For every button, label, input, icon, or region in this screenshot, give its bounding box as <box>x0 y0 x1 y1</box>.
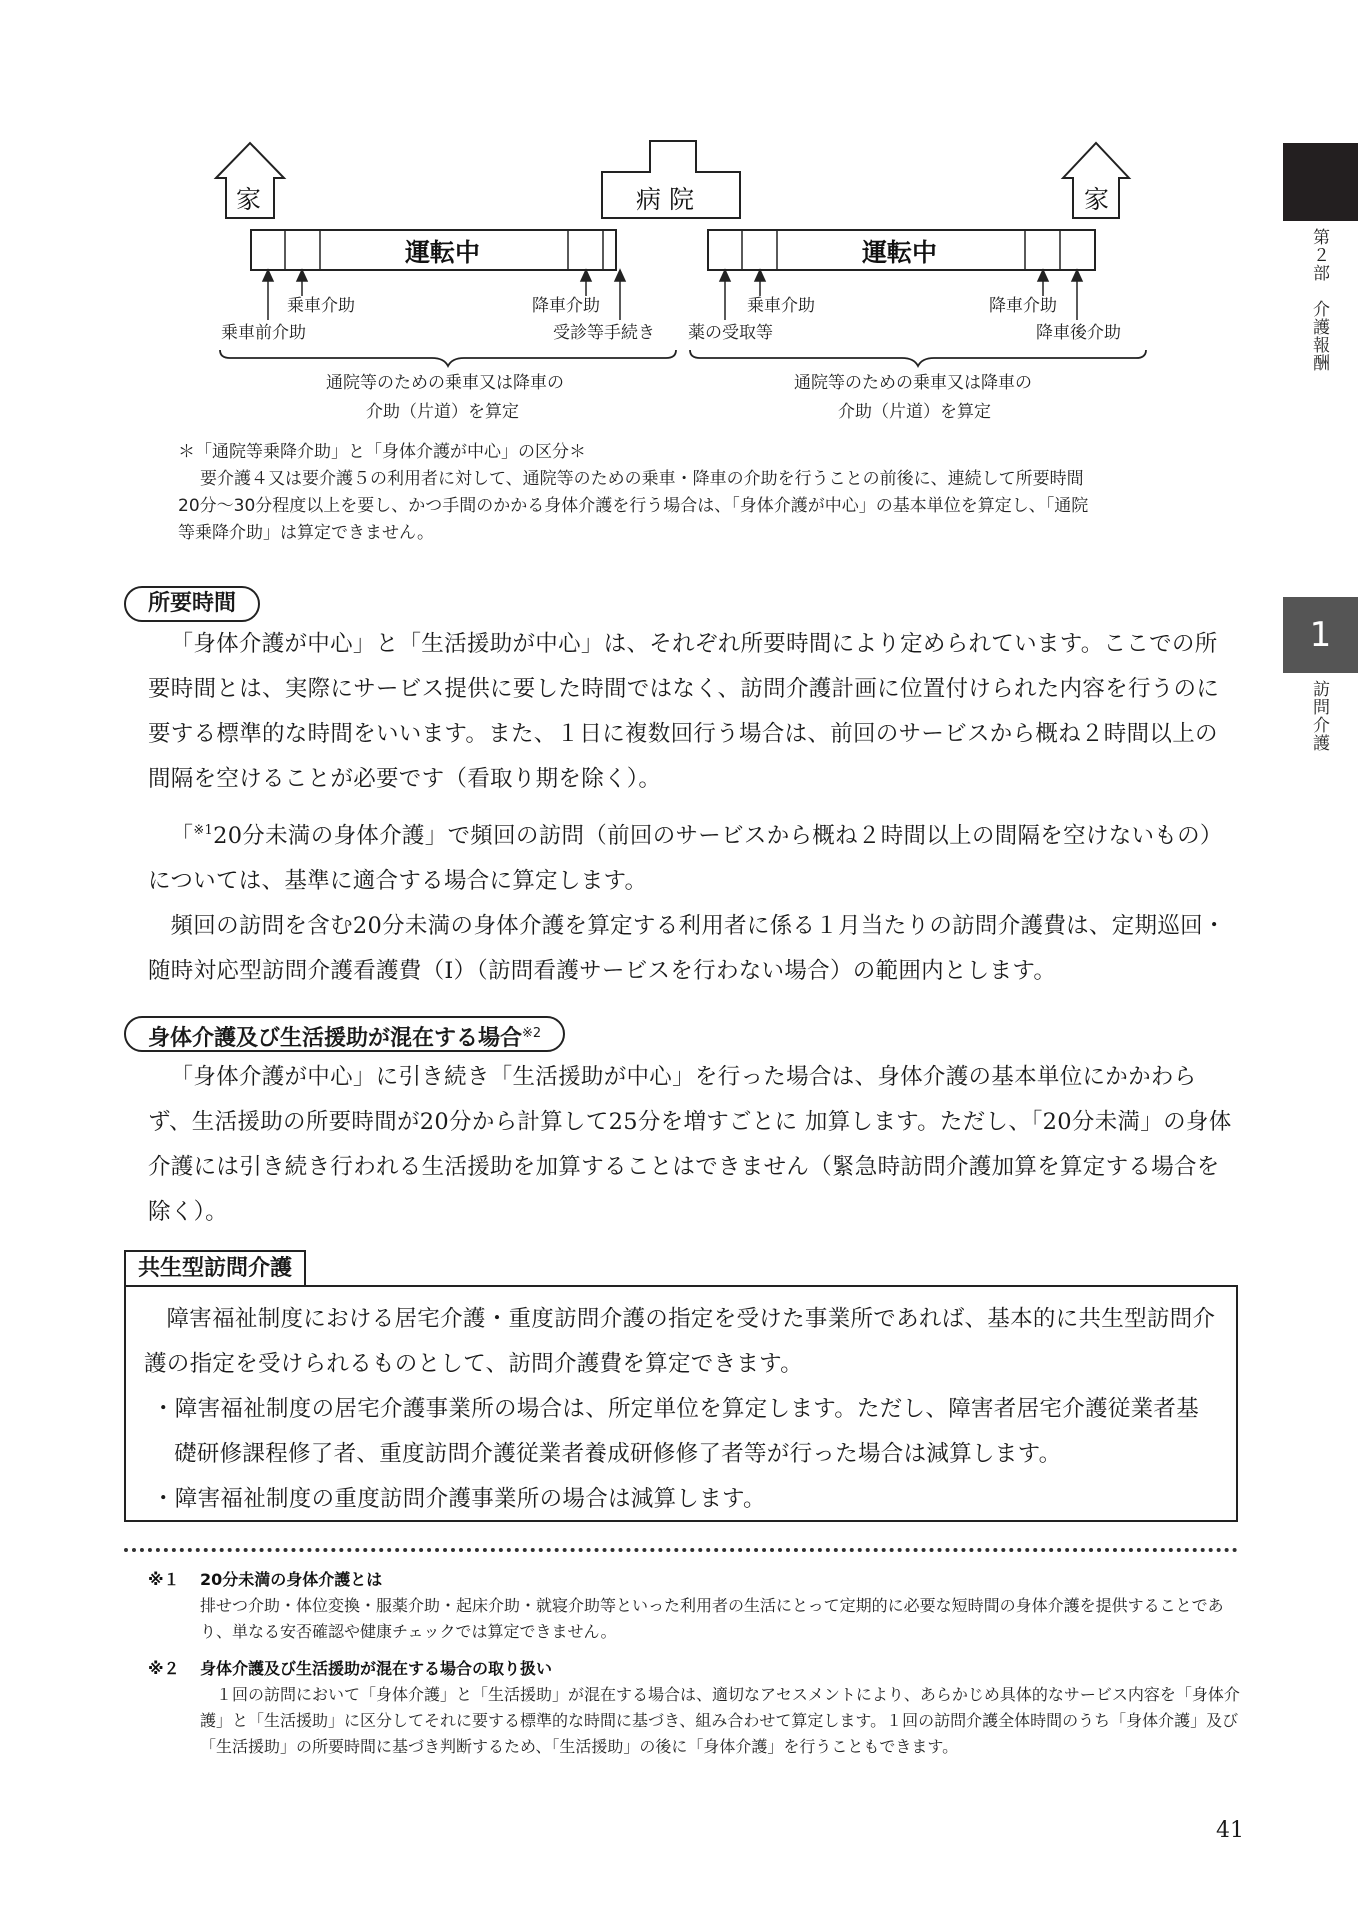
chapter-label: 訪問介護 <box>1309 680 1329 752</box>
footnote-1-title: 20分未満の身体介護とは <box>200 1570 383 1589</box>
footnote-1-mark: ※１ <box>148 1570 180 1589</box>
footnote-ref-2: ※2 <box>522 1026 542 1041</box>
note-title: ＊「通院等乗降介助」と「身体介護が中心」の区分＊ <box>178 442 586 462</box>
section-heading-kyosei: 共生型訪問介護 <box>124 1250 306 1287</box>
driving-left-label: 運転中 <box>405 238 481 267</box>
footnote-1-body: 排せつ介助・体位変換・服薬介助・起床介助・就寝介助等といった利用者の生活にとって定期的に必要な短時間の身体介護を提供することであり、単なる安否確認や健康チェックでは算定できません。 <box>200 1596 1224 1641</box>
brace-right <box>690 350 1146 366</box>
footnote-2-body: １回の訪問において「身体介護」と「生活援助」が混在する場合は、適切なアセスメントにより、あらかじめ具体的なサービス内容を「身体介護」と「生活援助」に区分してそれに要する標準的な時間に基づき、組み合わせて算定します。１回の訪問介護全体時間のうち「身体介護」及び「生活援助」の所要時間に基づき判断するため、「生活援助」の後に「身体介護」を行うこともできます。 <box>200 1685 1240 1756</box>
kyosei-intro: 障害福祉制度における居宅介護・重度訪問介護の指定を受けた事業所であれば、基本的に共生型訪問介護の指定を受けられるものとして、訪問介護費を算定できます。 <box>144 1306 1216 1377</box>
note-line3: 等乗降介助」は算定できません。 <box>178 523 435 543</box>
duration-paragraph-1: 「身体介護が中心」と「生活援助が中心」は、それぞれ所要時間により定められています。ここでの所要時間とは、実際にサービス提供に要した時間ではなく、訪問介護計画に位置付けられた内容を行うのに要する標準的な時間をいいます。また、１日に複数回行う場合は、前回のサービスから概ね２時間以上の間隔を空けることが必要です（看取り期を除く）。 <box>148 631 1220 792</box>
boarding-assist-right-label: 乗車介助 <box>747 296 815 316</box>
section-duration-body <box>148 622 1238 994</box>
chapter-number-tab: 1 <box>1283 597 1358 673</box>
transport-assistance-diagram <box>0 0 1180 430</box>
boarding-assist-left-label: 乗車介助 <box>287 296 355 316</box>
footnote-2-mark: ※２ <box>148 1659 180 1678</box>
post-alighting-assist-label: 降車後介助 <box>1036 323 1121 343</box>
duration-paragraph-2: 「$^{※1}$20分未満の身体介護」で頻回の訪問（前回のサービスから概ね２時間以上の間隔を空けないもの）については、基準に適合する場合に算定します。 <box>148 823 1223 894</box>
note-line2: 20分～30分程度以上を要し、かつ手間のかかる身体介護を行う場合は、「身体介護が中心」の基本単位を算定し、「通院 <box>178 496 1089 516</box>
brace-left <box>220 350 676 366</box>
home-right-label: 家 <box>1084 185 1110 214</box>
medicine-label: 薬の受取等 <box>688 323 773 343</box>
duration-paragraph-3: 頻回の訪問を含む20分未満の身体介護を算定する利用者に係る１月当たりの訪問介護費は、定期巡回・随時対応型訪問介護看護費（Ⅰ）（訪問看護サービスを行わない場合）の範囲内とします。 <box>148 913 1226 984</box>
alighting-assist-left-label: 降車介助 <box>532 296 600 316</box>
mixed-paragraph-1: 「身体介護が中心」に引き続き「生活援助が中心」を行った場合は、身体介護の基本単位にかかわらず、生活援助の所要時間が20分から計算して25分を増すごとに 加算します。ただし、「20分未満」の身体介護には引き続き行われる生活援助を加算することはできません（緊急時訪問介護加算を算定する場合を除く）。 <box>148 1064 1232 1225</box>
hospital-label: 病 院 <box>636 185 694 214</box>
kyosei-box <box>124 1285 1238 1522</box>
brace-right-line2: 介助（片道）を算定 <box>838 402 991 422</box>
brace-right-line1: 通院等のための乗車又は降車の <box>794 373 1032 393</box>
part-tab-marker <box>1283 143 1358 221</box>
home-left-label: 家 <box>236 185 262 214</box>
page-number: 41 <box>1216 1818 1244 1843</box>
dotted-divider <box>124 1548 1238 1552</box>
footnote-2-title: 身体介護及び生活援助が混在する場合の取り扱い <box>200 1659 553 1678</box>
reception-label: 受診等手続き <box>553 323 655 343</box>
driving-right-label: 運転中 <box>862 238 938 267</box>
section-mixed-body <box>148 1055 1238 1235</box>
alighting-assist-right-label: 降車介助 <box>989 296 1057 316</box>
pre-boarding-assist-label: 乗車前介助 <box>221 323 306 343</box>
brace-left-line2: 介助（片道）を算定 <box>366 402 519 422</box>
kyosei-bullet-2: ・障害福祉制度の重度訪問介護事業所の場合は減算します。 <box>152 1486 766 1512</box>
note-line1: 要介護４又は要介護５の利用者に対して、通院等のための乗車・降車の介助を行うことの前後に、連続して所要時間 <box>200 469 1084 489</box>
part-label: 第２部 介護報酬 <box>1309 228 1329 372</box>
footnote-ref-1: ※1 <box>193 823 214 838</box>
brace-left-line1: 通院等のための乗車又は降車の <box>326 373 564 393</box>
section-heading-mixed: 身体介護及び生活援助が混在する場合$^{※2}$ <box>124 1016 565 1052</box>
kyosei-bullet-1: ・障害福祉制度の居宅介護事業所の場合は、所定単位を算定します。ただし、障害者居宅介護従業者基礎研修課程修了者、重度訪問介護従業者養成研修修了者等が行った場合は減算します。 <box>152 1396 1200 1467</box>
section-heading-duration: 所要時間 <box>124 586 260 622</box>
